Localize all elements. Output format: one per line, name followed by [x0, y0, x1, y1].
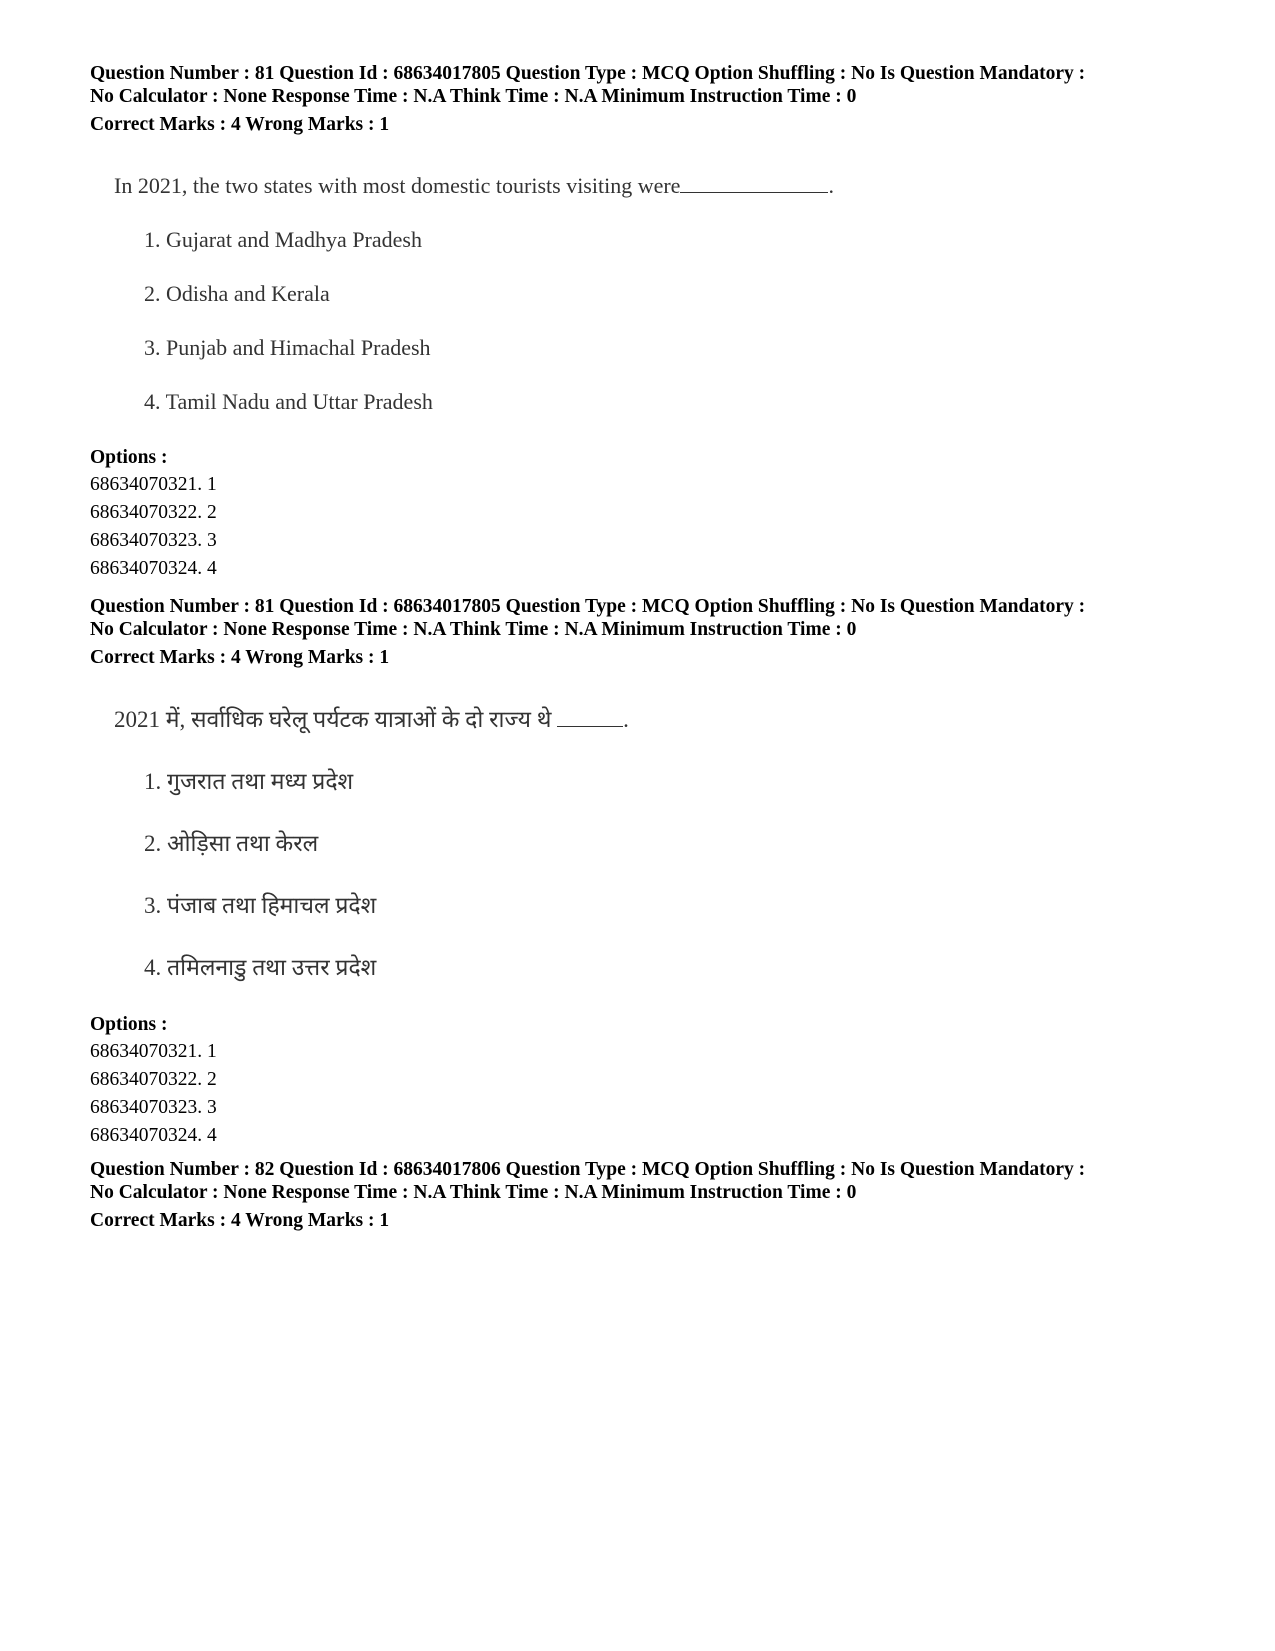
question-stem-end: . [828, 173, 834, 198]
option-item: 68634070323. 3 [90, 530, 217, 551]
choice-item: 3. पंजाब तथा हिमाचल प्रदेश [144, 893, 377, 918]
metadata-line: No Calculator : None Response Time : N.A Think Time : N.A Minimum Instruction Time : 0 [90, 619, 857, 640]
choice-item: 2. ओड़िसा तथा केरल [144, 831, 319, 856]
option-item: 68634070321. 1 [90, 1041, 217, 1062]
option-item: 68634070322. 2 [90, 502, 217, 523]
marks-line: Correct Marks : 4 Wrong Marks : 1 [90, 114, 390, 135]
options-label: Options : [90, 1014, 168, 1035]
choice-item: 4. Tamil Nadu and Uttar Pradesh [144, 389, 433, 414]
question-image-text [114, 702, 1210, 982]
marks-line: Correct Marks : 4 Wrong Marks : 1 [90, 1210, 390, 1231]
option-item: 68634070324. 4 [90, 1125, 217, 1146]
choice-item: 1. गुजरात तथा मध्य प्रदेश [144, 769, 354, 794]
metadata-line: No Calculator : None Response Time : N.A Think Time : N.A Minimum Instruction Time : 0 [90, 86, 857, 107]
question-stem [114, 702, 1210, 734]
question-metadata [90, 595, 1210, 669]
question-stem-end: . [623, 707, 629, 732]
question-image-text [114, 173, 1210, 415]
option-item: 68634070322. 2 [90, 1069, 217, 1090]
question-stem-text: In 2021, the two states with most domestic tourists visiting were [114, 173, 681, 198]
marks-line: Correct Marks : 4 Wrong Marks : 1 [90, 647, 390, 668]
question-stem-text: 2021 में, सर्वाधिक घरेलू पर्यटक यात्राओं के दो राज्य थे [114, 707, 552, 732]
question-metadata [90, 62, 1210, 136]
metadata-line: Question Number : 82 Question Id : 68634017806 Question Type : MCQ Option Shuffling : No Is Question Mandatory : [90, 1159, 1086, 1180]
metadata-line: Question Number : 81 Question Id : 68634017805 Question Type : MCQ Option Shuffling : No Is Question Mandatory : [90, 596, 1086, 617]
metadata-line: No Calculator : None Response Time : N.A Think Time : N.A Minimum Instruction Time : 0 [90, 1182, 857, 1203]
choice-item: 1. Gujarat and Madhya Pradesh [144, 227, 422, 252]
question-stem [114, 173, 1210, 199]
answer-blank [680, 174, 828, 193]
options-label: Options : [90, 447, 168, 468]
option-item: 68634070324. 4 [90, 558, 217, 579]
choice-item: 2. Odisha and Kerala [144, 281, 330, 306]
option-item: 68634070321. 1 [90, 474, 217, 495]
question-metadata [90, 1158, 1210, 1232]
answer-blank [557, 708, 623, 727]
metadata-line: Question Number : 81 Question Id : 68634017805 Question Type : MCQ Option Shuffling : No Is Question Mandatory : [90, 63, 1086, 84]
option-item: 68634070323. 3 [90, 1097, 217, 1118]
choice-item: 3. Punjab and Himachal Pradesh [144, 335, 431, 360]
question-block-81-hi [90, 595, 1210, 1150]
question-block-82 [90, 1158, 1210, 1232]
question-block-81-en [90, 62, 1210, 583]
choice-item: 4. तमिलनाडु तथा उत्तर प्रदेश [144, 955, 377, 980]
